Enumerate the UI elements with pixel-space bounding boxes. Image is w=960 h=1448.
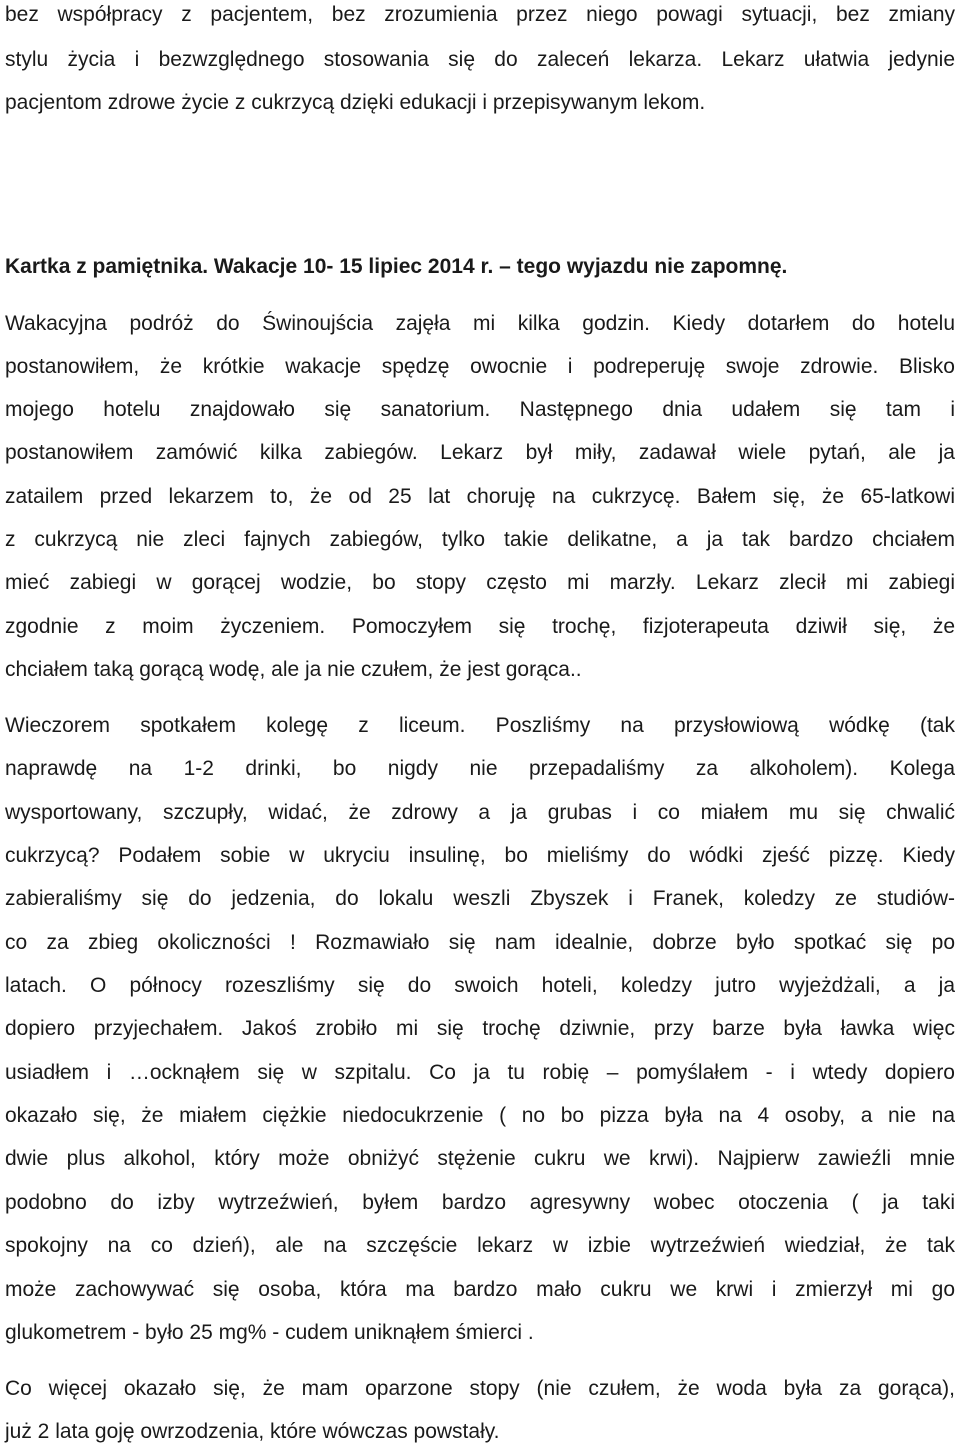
paragraph1-line-7: mieć zabiegi w gorącej wodzie, bo stopy często mi marzły. Lekarz zlecił mi zabiegi: [5, 571, 955, 594]
paragraph2-line-11: dwie plus alkohol, który może obniżyć stężenie cukru we krwi). Najpierw zawieźli mnie: [5, 1147, 955, 1170]
paragraph1-line-8: zgodnie z moim życzeniem. Pomoczyłem się trochę, fizjoterapeuta dziwił się, że: [5, 615, 955, 638]
paragraph2-line-15: glukometrem - było 25 mg% - cudem uniknąłem śmierci .: [5, 1321, 534, 1344]
paragraph2-line-3: wysportowany, szczupły, widać, że zdrowy a ja grubas i co miałem mu się chwalić: [5, 801, 955, 824]
diary-heading: Kartka z pamiętnika. Wakacje 10- 15 lipiec 2014 r. – tego wyjazdu nie zapomnę.: [5, 255, 788, 278]
intro-line-1: bez współpracy z pacjentem, bez zrozumienia przez niego powagi sytuacji, bez zmiany: [5, 3, 955, 26]
paragraph2-line-6: co za zbieg okoliczności ! Rozmawiało się nam idealnie, dobrze było spotkać się po: [5, 931, 955, 954]
paragraph2-line-13: spokojny na co dzień), ale na szczęście lekarz w izbie wytrzeźwień wiedział, że tak: [5, 1234, 955, 1257]
paragraph2-line-2: naprawdę na 1-2 drinki, bo nigdy nie przepadaliśmy za alkoholem). Kolega: [5, 757, 955, 780]
paragraph2-line-12: podobno do izby wytrzeźwień, byłem bardzo agresywny wobec otoczenia ( ja taki: [5, 1191, 955, 1214]
paragraph3-line-1: Co więcej okazało się, że mam oparzone stopy (nie czułem, że woda była za gorąca),: [5, 1377, 955, 1400]
paragraph1-line-9: chciałem taką gorącą wodę, ale ja nie czułem, że jest gorąca..: [5, 658, 582, 681]
paragraph1-line-3: mojego hotelu znajdowało się sanatorium. Następnego dnia udałem się tam i: [5, 398, 955, 421]
intro-line-3: pacjentom zdrowe życie z cukrzycą dzięki edukacji i przepisywanym lekom.: [5, 91, 706, 114]
paragraph2-line-1: Wieczorem spotkałem kolegę z liceum. Poszliśmy na przysłowiową wódkę (tak: [5, 714, 955, 737]
paragraph1-line-6: z cukrzycą nie zleci fajnych zabiegów, tylko takie delikatne, a ja tak bardzo chciałem: [5, 528, 955, 551]
paragraph1-line-4: postanowiłem zamówić kilka zabiegów. Lekarz był miły, zadawał wiele pytań, ale ja: [5, 441, 955, 464]
paragraph1-line-2: postanowiłem, że krótkie wakacje spędzę owocnie i podreperuję swoje zdrowie. Blisko: [5, 355, 955, 378]
paragraph1-line-1: Wakacyjna podróż do Świnoujścia zajęła mi kilka godzin. Kiedy dotarłem do hotelu: [5, 312, 955, 335]
paragraph1-line-5: zatailem przed lekarzem to, że od 25 lat choruję na cukrzycę. Bałem się, że 65-latkowi: [5, 485, 955, 508]
paragraph2-line-8: dopiero przyjechałem. Jakoś zrobiło mi się trochę dziwnie, przy barze była ławka więc: [5, 1017, 955, 1040]
paragraph2-line-14: może zachowywać się osoba, która ma bardzo mało cukru we krwi i zmierzył mi go: [5, 1278, 955, 1301]
paragraph2-line-7: latach. O północy rozeszliśmy się do swoich hoteli, koledzy jutro wyjeżdżali, a ja: [5, 974, 955, 997]
paragraph2-line-9: usiadłem i …ocknąłem się w szpitalu. Co ja tu robię – pomyślałem - i wtedy dopiero: [5, 1061, 955, 1084]
paragraph2-line-4: cukrzycą? Podałem sobie w ukryciu insulinę, bo mieliśmy do wódki zjeść pizzę. Kiedy: [5, 844, 955, 867]
intro-line-2: stylu życia i bezwzględnego stosowania się do zaleceń lekarza. Lekarz ułatwia jedynie: [5, 48, 955, 71]
paragraph3-line-2: już 2 lata goję owrzodzenia, które wówczas powstały.: [5, 1420, 500, 1443]
paragraph2-line-10: okazało się, że miałem ciężkie niedocukrzenie ( no bo pizza była na 4 osoby, a nie na: [5, 1104, 955, 1127]
paragraph2-line-5: zabieraliśmy się do jedzenia, do lokalu weszli Zbyszek i Franek, koledzy ze studiów-: [5, 887, 955, 910]
